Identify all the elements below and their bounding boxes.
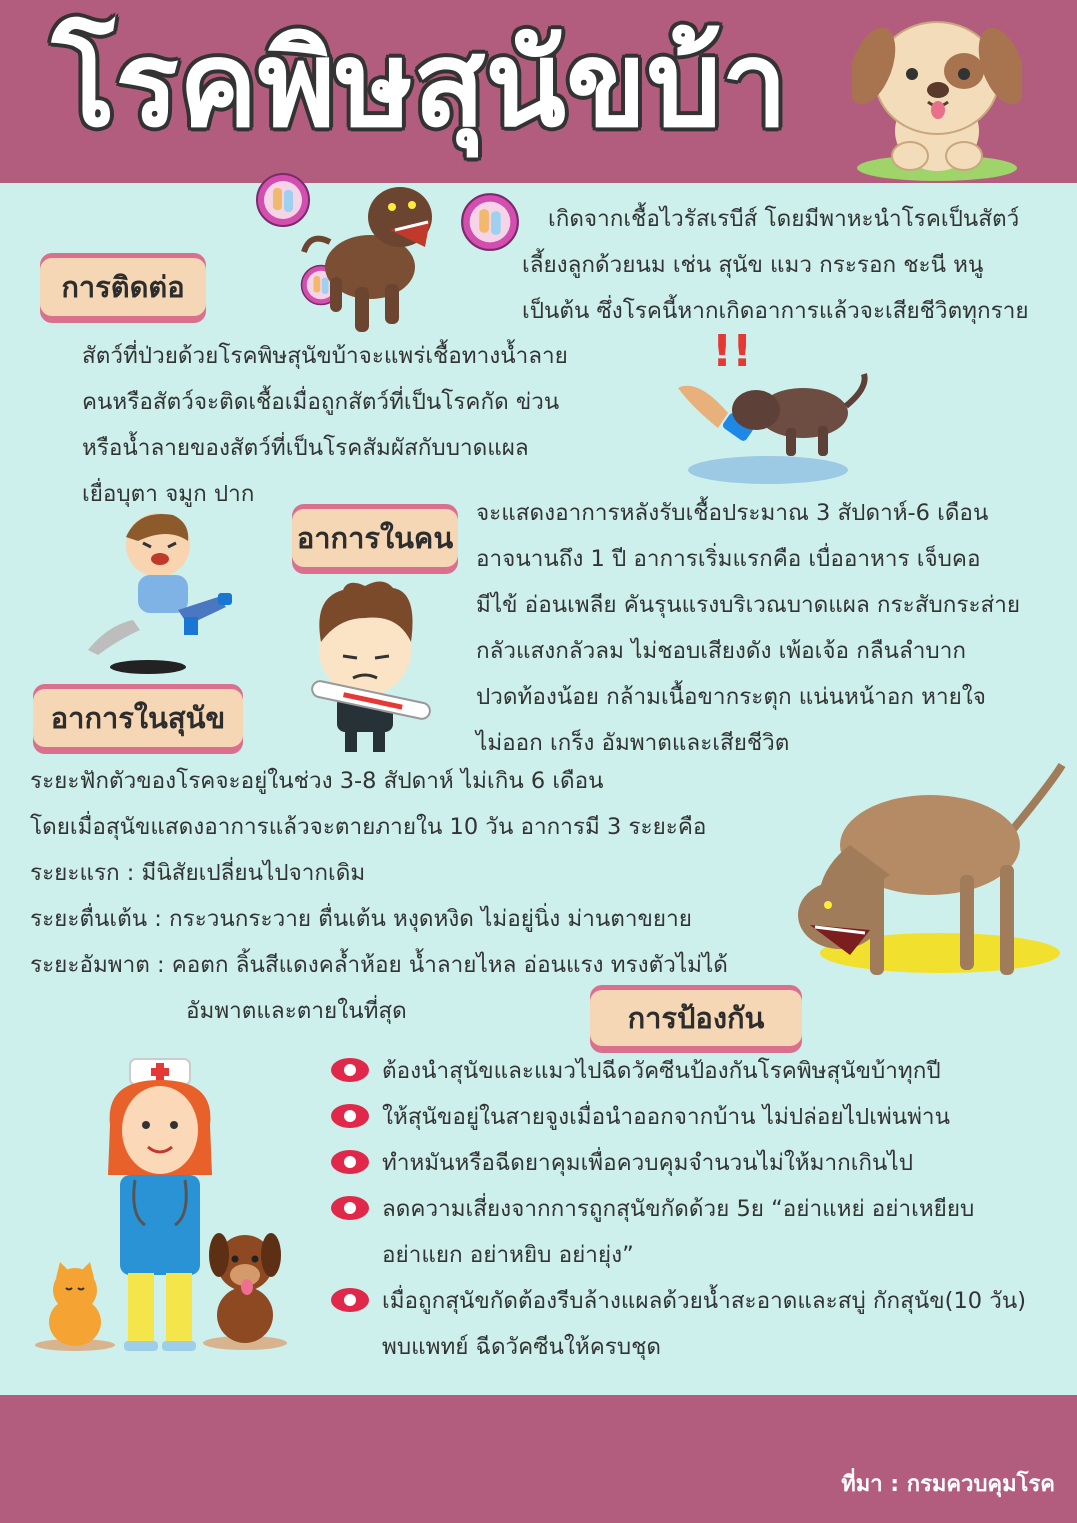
list-item	[330, 1094, 1070, 1140]
rabid-dog-icon	[770, 725, 1070, 1000]
source-credit: ที่มา : กรมควบคุมโรค	[841, 1472, 1055, 1497]
list-item-text: พบแพทย์ ฉีดวัคซีนให้ครบชุด	[382, 1334, 662, 1360]
list-item-text: อย่าแยก อย่าหยิบ อย่ายุ่ง”	[382, 1242, 634, 1268]
human-symptoms-line: กลัวแสงกลัวลม ไม่ชอบเสียงดัง เพ้อเจ้อ กลืนลำบาก	[476, 638, 966, 664]
transmission-line: หรือน้ำลายของสัตว์ที่เป็นโรคสัมผัสกับบาดแผล	[82, 435, 529, 461]
angry-dog-icon	[300, 172, 470, 342]
human-symptoms-heading: อาการในคน	[292, 509, 458, 567]
transmission-heading: การติดต่อ	[40, 258, 206, 316]
transmission-line: คนหรือสัตว์จะติดเชื้อเมื่อถูกสัตว์ที่เป็นโรคกัด ข่วน	[82, 389, 560, 415]
prevention-heading: การป้องกัน	[590, 990, 802, 1046]
list-item-text: ทำหมันหรือฉีดยาคุมเพื่อควบคุมจำนวนไม่ให้มากเกินไป	[382, 1150, 914, 1176]
intro-line: เกิดจากเชื้อไวรัสเรบีส์ โดยมีพาหะนำโรคเป็นสัตว์	[548, 206, 1020, 232]
page-title: โรคพิษสุนัขบ้า	[52, 15, 788, 153]
dog-symptoms-heading: อาการในสุนัข	[33, 689, 243, 747]
list-item	[330, 1186, 1070, 1278]
list-item-text: ให้สุนัขอยู่ในสายจูงเมื่อนำออกจากบ้าน ไม่ปล่อยไปเพ่นพ่าน	[382, 1104, 950, 1130]
list-item	[330, 1140, 1070, 1186]
dog-symptoms-line: โดยเมื่อสุนัขแสดงอาการแล้วจะตายภายใน 10 วัน อาการมี 3 ระยะคือ	[30, 814, 707, 840]
bullet-eye-icon	[330, 1103, 370, 1129]
intro-paragraph	[522, 196, 1062, 334]
bullet-eye-icon	[330, 1057, 370, 1083]
dog-symptoms-line: อัมพาตและตายในที่สุด	[186, 998, 407, 1024]
human-symptoms-line: อาจนานถึง 1 ปี อาการเริ่มแรกคือ เบื่ออาหาร เจ็บคอ	[476, 546, 981, 572]
list-item	[330, 1278, 1070, 1370]
human-symptoms-line: ปวดท้องน้อย กล้ามเนื้อขากระตุก แน่นหน้าอก หายใจ	[476, 684, 986, 710]
intro-line: เลี้ยงลูกด้วยนม เช่น สุนัข แมว กระรอก ชะนี หนู	[522, 252, 984, 278]
cat-icon	[30, 1260, 120, 1355]
list-item	[330, 1048, 1070, 1094]
dog-symptoms-line: ระยะแรก : มีนิสัยเปลี่ยนไปจากเดิม	[30, 860, 366, 886]
list-item-text: เมื่อถูกสุนัขกัดต้องรีบล้างแผลด้วยน้ำสะอาดและสบู่ กักสุนัข(10 วัน)	[382, 1288, 1027, 1314]
bullet-eye-icon	[330, 1195, 370, 1221]
puppy-icon	[852, 6, 1022, 181]
transmission-line: สัตว์ที่ป่วยด้วยโรคพิษสุนัขบ้าจะแพร่เชื้อทางน้ำลาย	[82, 343, 568, 369]
human-symptoms-line: ไม่ออก เกร็ง อัมพาตและเสียชีวิต	[476, 730, 790, 756]
human-symptoms-line: จะแสดงอาการหลังรับเชื้อประมาณ 3 สัปดาห์-6 เดือน	[476, 500, 989, 526]
intro-line: เป็นต้น ซึ่งโรคนี้หากเกิดอาการแล้วจะเสียชีวิตทุกราย	[522, 298, 1029, 324]
prevention-list	[330, 1048, 1070, 1370]
header-band	[0, 0, 1077, 183]
dog-symptoms-line: ระยะฟักตัวของโรคจะอยู่ในช่วง 3-8 สัปดาห์ ไม่เกิน 6 เดือน	[30, 768, 604, 794]
crying-child-icon	[78, 505, 243, 680]
brown-puppy-icon	[195, 1225, 290, 1353]
bullet-eye-icon	[330, 1149, 370, 1175]
list-item-text: ต้องนำสุนัขและแมวไปฉีดวัคซีนป้องกันโรคพิษสุนัขบ้าทุกปี	[382, 1058, 941, 1084]
transmission-line: เยื่อบุตา จมูก ปาก	[82, 481, 255, 507]
svg-text:!!: !!	[712, 326, 753, 377]
dog-bite-icon	[668, 318, 883, 493]
list-item-text: ลดความเสี่ยงจากการถูกสุนัขกัดด้วย 5ย “อย่าแหย่ อย่าเหยียบ	[382, 1196, 975, 1222]
sick-boy-icon	[303, 578, 438, 756]
dog-symptoms-line: ระยะตื่นเต้น : กระวนกระวาย ตื่นเต้น หงุดหงิด ไม่อยู่นิ่ง ม่านตาขยาย	[30, 906, 692, 932]
bullet-eye-icon	[330, 1287, 370, 1313]
dog-symptoms-line: ระยะอัมพาต : คอตก ลิ้นสีแดงคล้ำห้อย น้ำลายไหล อ่อนแรง ทรงตัวไม่ได้	[30, 952, 728, 978]
footer-band	[0, 1395, 1077, 1523]
human-symptoms-line: มีไข้ อ่อนเพลีย คันรุนแรงบริเวณบาดแผล กระสับกระส่าย	[476, 592, 1021, 618]
